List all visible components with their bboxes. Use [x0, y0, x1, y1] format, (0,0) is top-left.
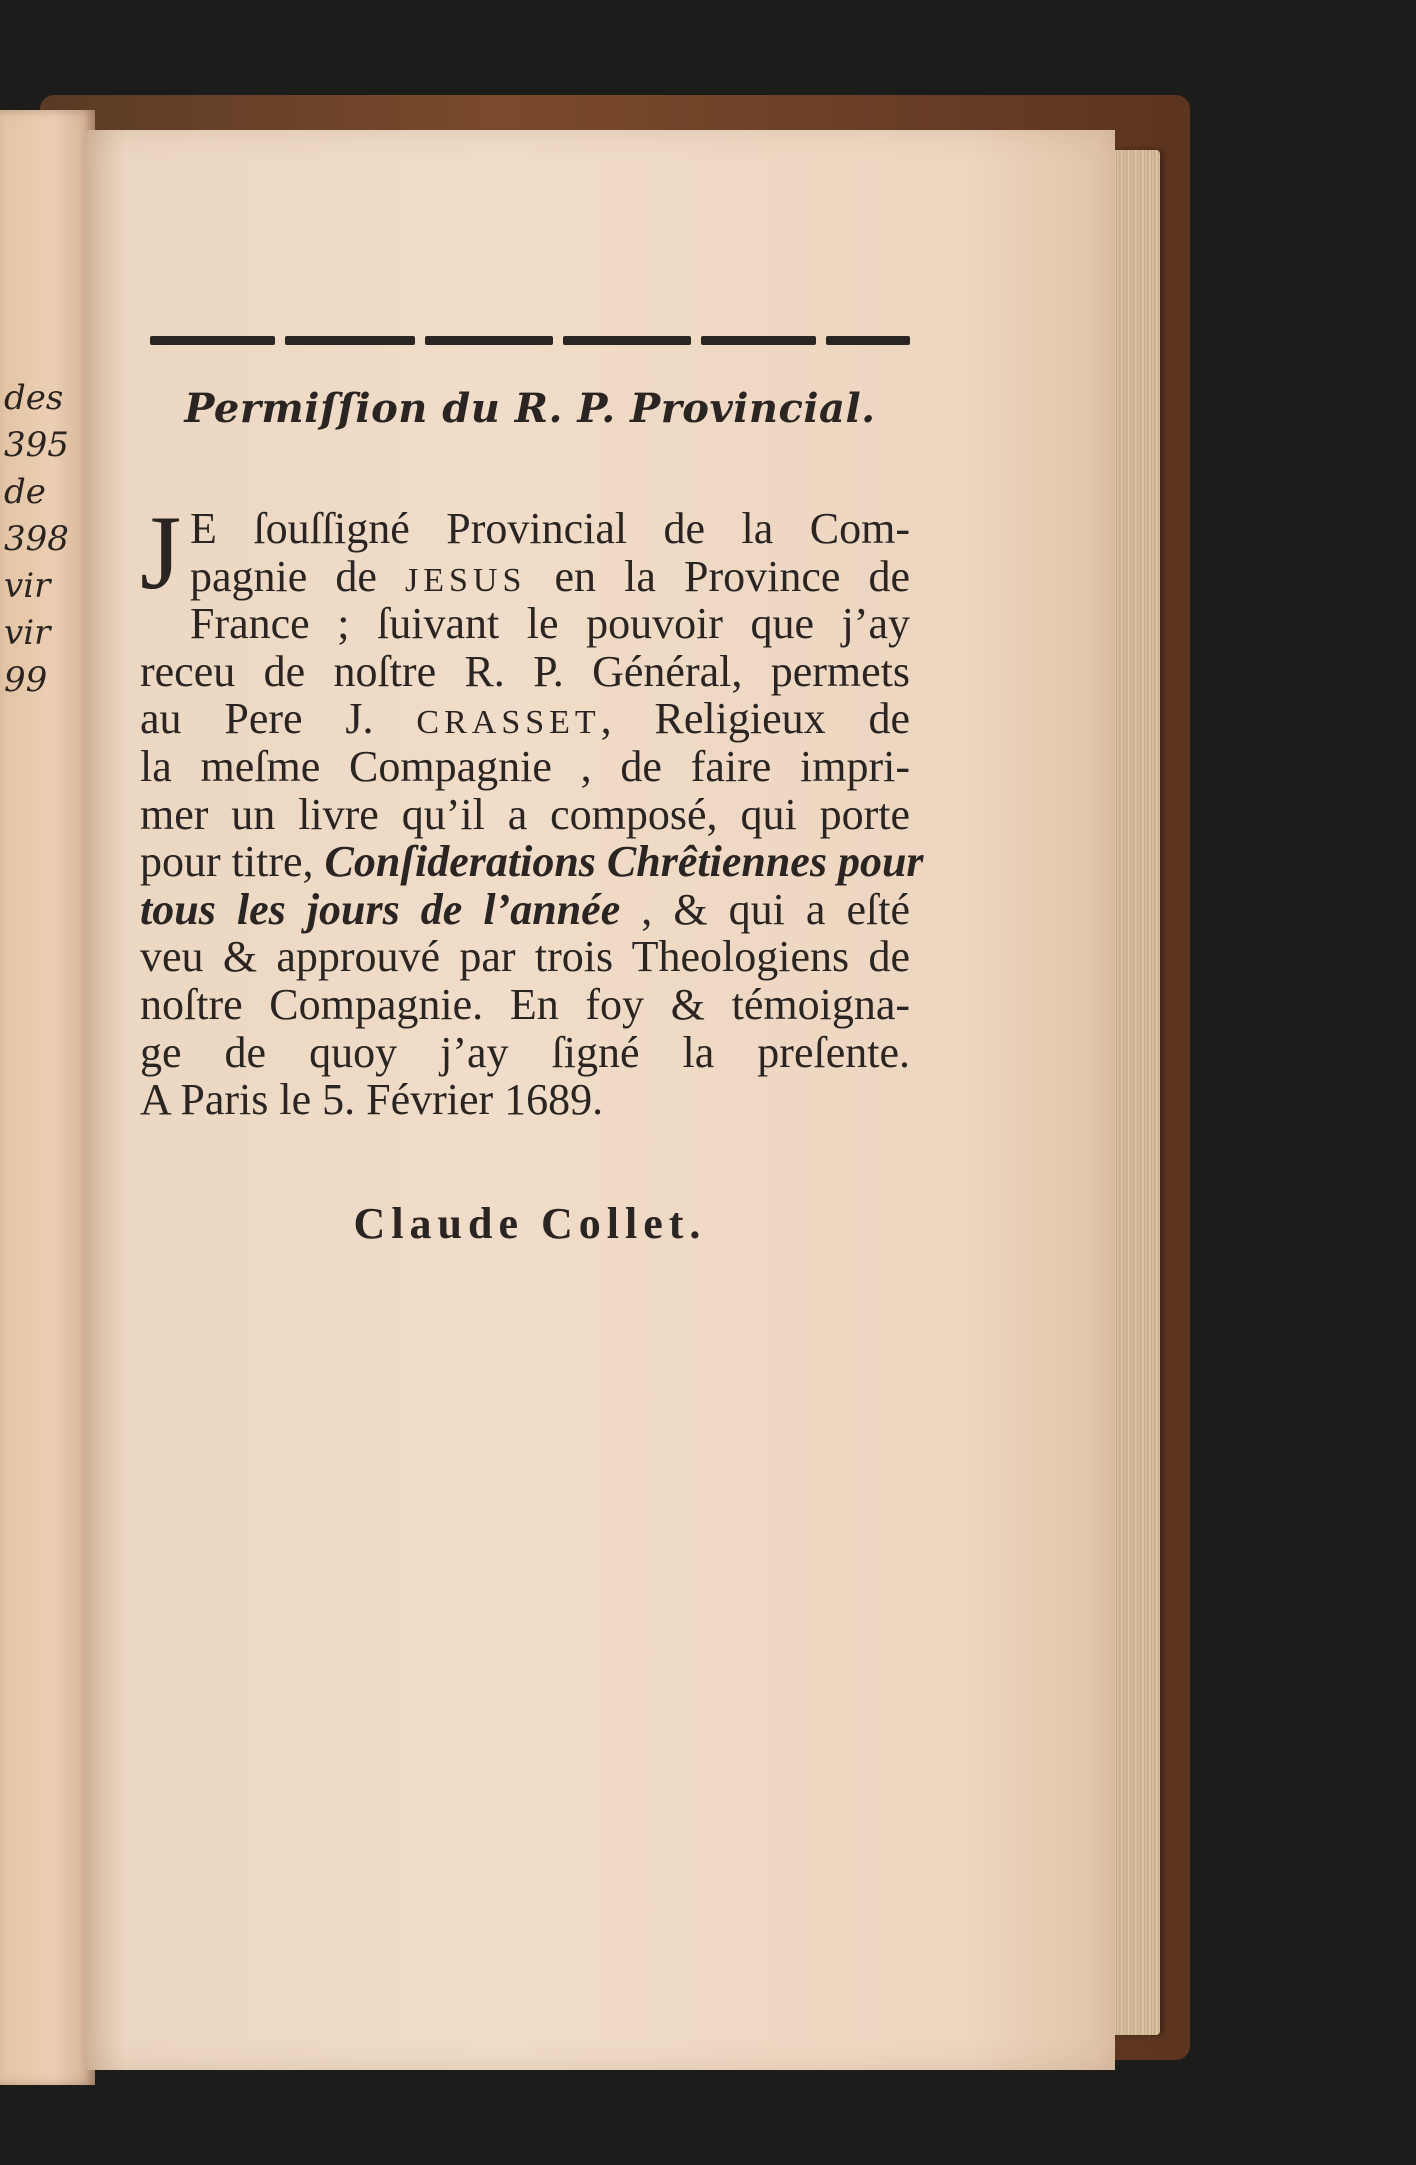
text-run: pour titre,: [140, 837, 325, 887]
small-caps-name: CRASSET: [416, 704, 601, 742]
left-page: [0, 110, 95, 2085]
text-line: [140, 886, 910, 934]
margin-fragment: 99: [4, 660, 48, 700]
text-line: [140, 743, 910, 791]
text-run: pagnie de: [190, 551, 406, 601]
text-line: [140, 648, 910, 696]
text-run: receu de noſtre R. P. Général, permets: [140, 646, 910, 696]
text-line: [140, 600, 910, 648]
text-run: A Paris le 5. Février 1689.: [140, 1075, 604, 1125]
signature: Claude Collet.: [353, 1199, 707, 1248]
text-line: [140, 791, 910, 839]
text-line: [140, 837, 924, 887]
margin-fragment: vir: [4, 566, 51, 606]
margin-fragment: 395: [4, 425, 69, 465]
text-line: [140, 505, 910, 553]
margin-fragment: des: [4, 378, 64, 418]
text-run: noſtre Compagnie. En foy & témoigna-: [140, 979, 910, 1029]
text-run: la meſme Compagnie , de faire impri-: [140, 741, 910, 791]
permission-text: [140, 494, 924, 1125]
text-run: en la Province de: [526, 551, 911, 601]
decorative-rule: [150, 330, 910, 354]
italic-title: Conſiderations Chrêtiennes pour: [324, 837, 924, 887]
text-run: E ſouſſigné Provincial de la Com-: [190, 504, 910, 553]
text-line: [140, 1076, 910, 1124]
text-run: , & qui a eſté: [620, 884, 910, 934]
margin-fragment: vir: [4, 613, 51, 653]
margin-fragment: de: [4, 472, 46, 512]
text-line: [140, 981, 910, 1029]
left-page-margin-text: [4, 375, 69, 704]
text-run: ge de quoy j’ay ſigné la preſente.: [140, 1027, 910, 1077]
italic-title: tous les jours de l’année: [140, 884, 621, 934]
text-line: [140, 1029, 910, 1077]
page-heading: Permiſſion du R. P. Provincial.: [184, 385, 876, 432]
text-run: France ; ſuivant le pouvoir que j’ay: [190, 599, 910, 649]
text-run: au Pere J.: [140, 694, 417, 744]
drop-cap: J: [140, 494, 182, 611]
margin-fragment: 398: [4, 519, 69, 559]
text-run: mer un livre qu’il a composé, qui porte: [140, 789, 910, 839]
small-caps-name: JESUS: [405, 561, 527, 599]
text-line: [140, 695, 910, 743]
text-line: [140, 933, 910, 981]
text-run: veu & approuvé par trois Theologiens de: [140, 932, 910, 982]
page-fore-edge: [1110, 150, 1160, 2035]
text-line: [140, 553, 910, 601]
text-run: , Religieux de: [600, 694, 910, 744]
